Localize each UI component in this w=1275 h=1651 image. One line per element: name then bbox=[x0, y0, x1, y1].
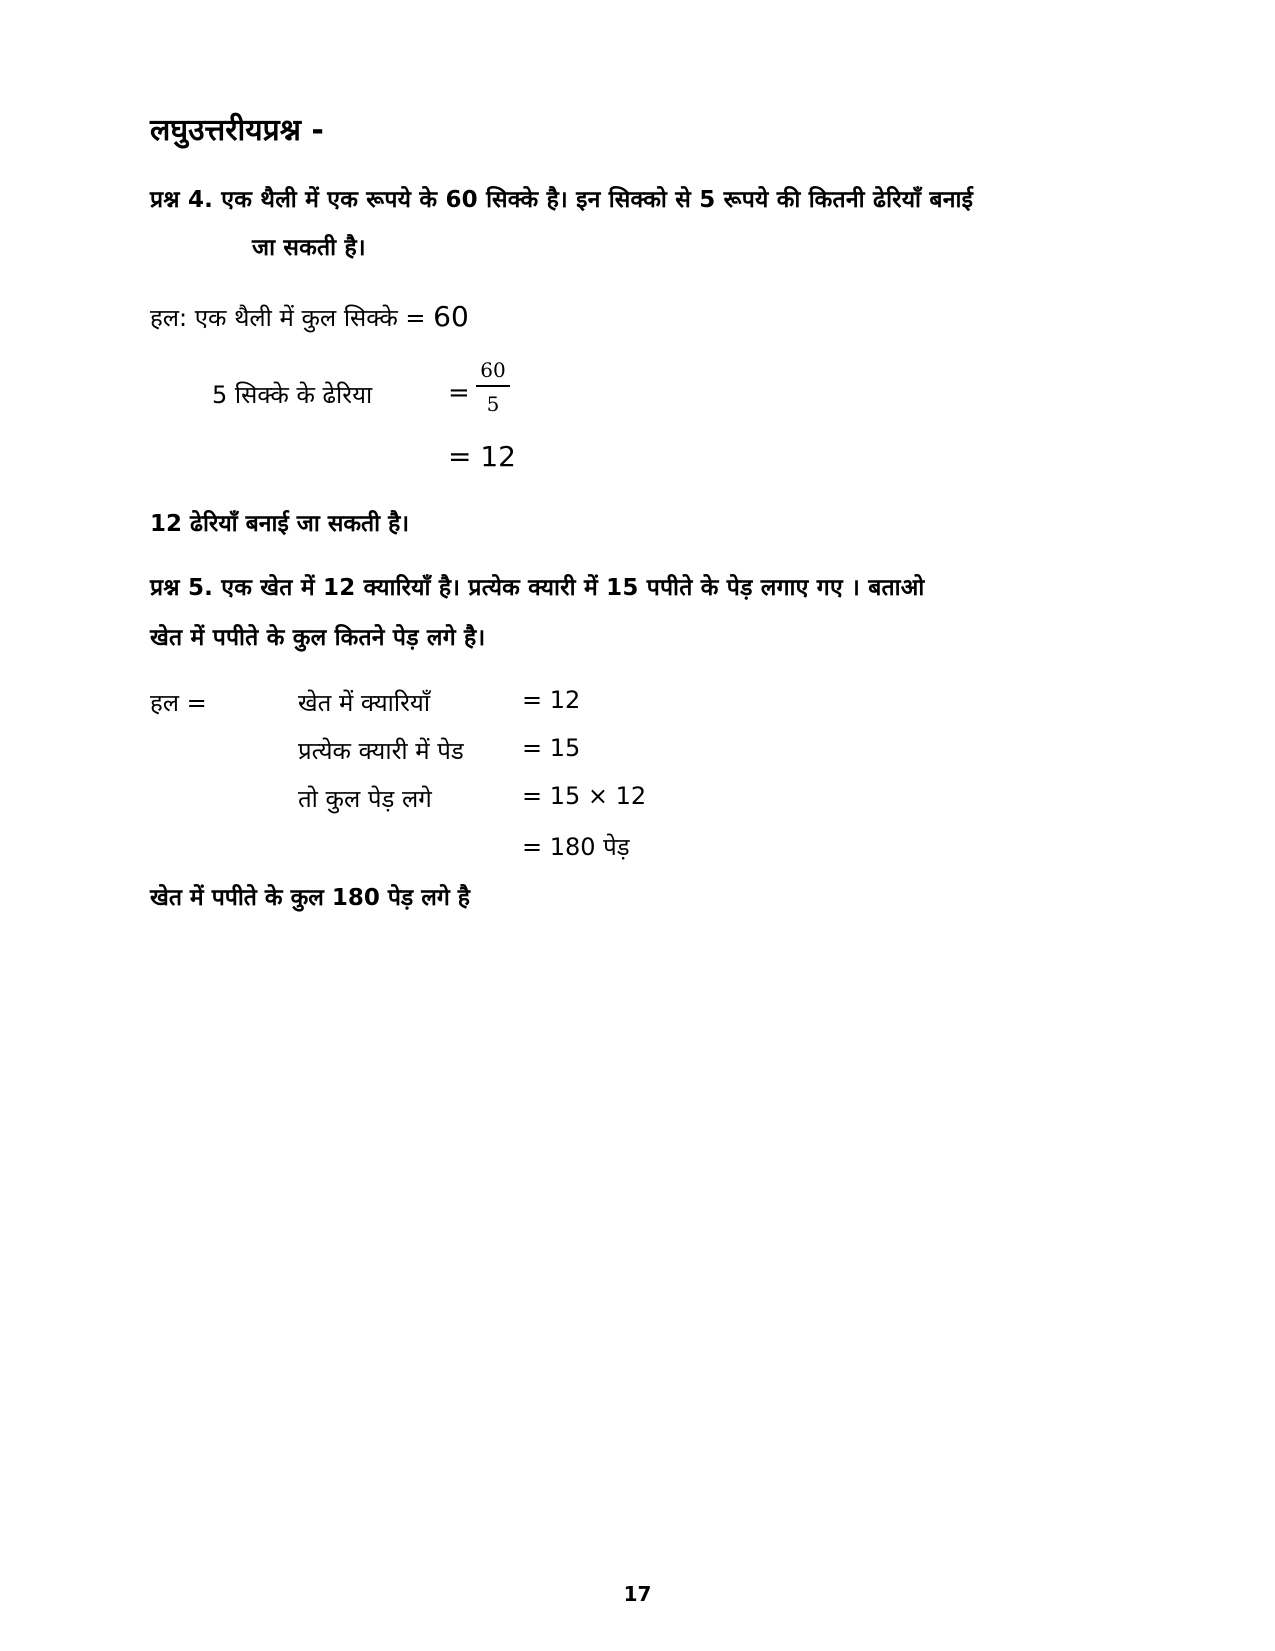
q4-solution-line-1 bbox=[150, 300, 469, 334]
q4-result: = 12 bbox=[448, 440, 516, 473]
q4-total-coins: 60 bbox=[433, 300, 469, 333]
q5-row-3-label: तो कुल पेड़ लगे bbox=[298, 785, 432, 813]
question-5-answer: खेत में पपीते के कुल 180 पेड़ लगे है bbox=[150, 885, 470, 911]
question-4-answer: 12 ढेरियाँ बनाई जा सकती है। bbox=[150, 511, 410, 537]
q5-row-2-label: प्रत्येक क्यारी में पेड bbox=[298, 737, 464, 765]
q5-row-1-label: खेत में क्यारियाँ bbox=[298, 689, 431, 717]
section-heading: लघुउत्तरीयप्रश्न - bbox=[150, 113, 324, 148]
q5-solution-hal: हल = bbox=[150, 689, 207, 717]
q5-row-2-value: = 15 bbox=[522, 734, 581, 762]
q4-fraction-equals: = bbox=[448, 378, 470, 408]
q5-row-3-value: = 15 × 12 bbox=[522, 782, 647, 810]
q5-row-1-value: = 12 bbox=[522, 686, 581, 714]
page-number: 17 bbox=[623, 1582, 652, 1606]
q4-fraction bbox=[476, 358, 510, 416]
q4-fraction-label: 5 सिक्के के ढेरिया bbox=[212, 381, 373, 409]
fraction-bar bbox=[476, 385, 510, 387]
fraction-denominator: 5 bbox=[486, 392, 500, 416]
question-5-line-1: प्रश्न 5. एक खेत में 12 क्यारियाँ है। प्रत्येक क्यारी में 15 पपीते के पेड़ लगाए गए । बताओ bbox=[150, 575, 925, 601]
q5-row-4-value: = 180 पेड़ bbox=[522, 833, 630, 861]
fraction-numerator: 60 bbox=[480, 358, 506, 382]
question-5-line-2: खेत में पपीते के कुल कितने पेड़ लगे है। bbox=[150, 625, 486, 651]
q4-solution-text: हल: एक थैली में कुल सिक्के = bbox=[150, 304, 434, 332]
question-4-line-2: जा सकती है। bbox=[252, 235, 366, 261]
question-4-line-1: प्रश्न 4. एक थैली में एक रूपये के 60 सिक्के है। इन सिक्को से 5 रूपये की कितनी ढेरियाँ बनाई bbox=[150, 187, 974, 213]
